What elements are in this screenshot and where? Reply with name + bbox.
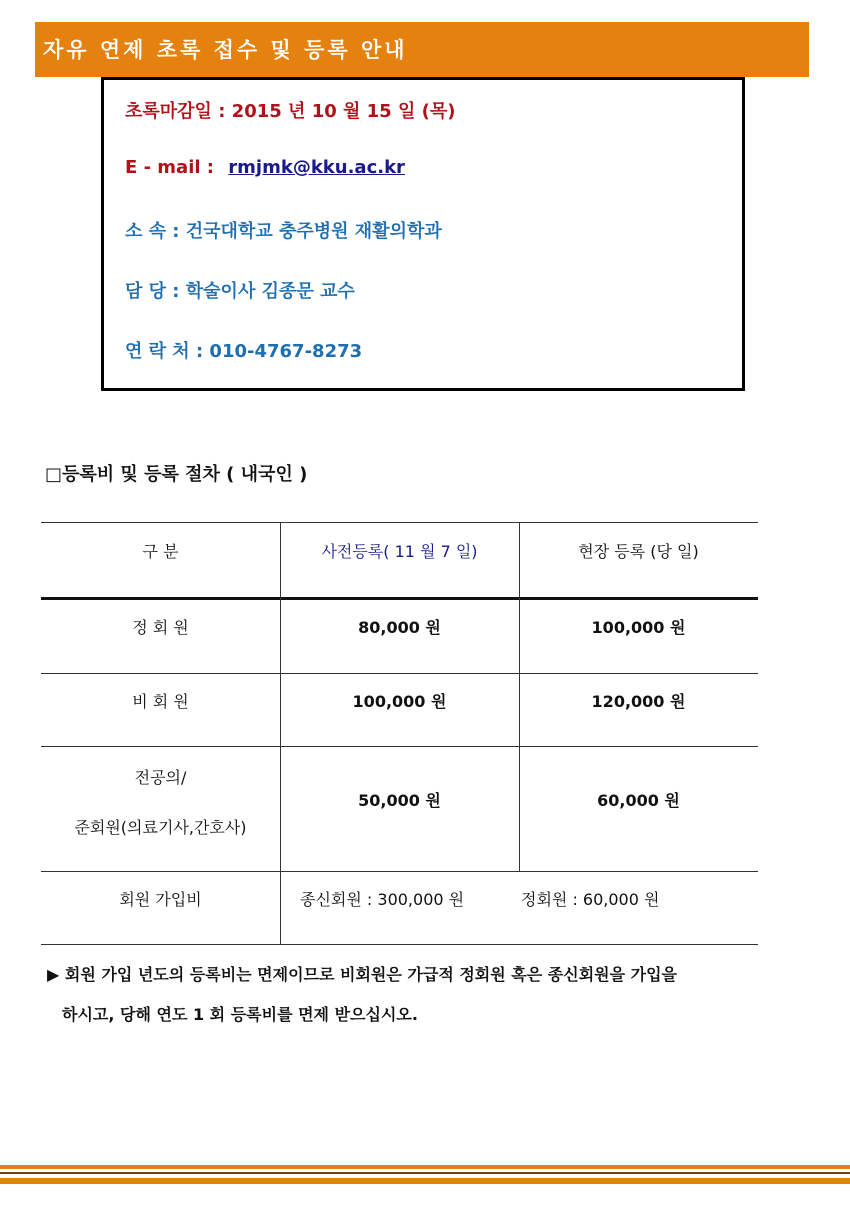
table-col-divider	[280, 522, 281, 944]
row-onsite-fee: 100,000 원	[591, 618, 686, 637]
footer-rule	[0, 1172, 850, 1174]
affiliation-text: 소 속 : 건국대학교 충주병원 재활의학과	[125, 221, 442, 242]
header-preregistration: 사전등록( 11 월 7 일)	[321, 542, 478, 561]
manager-text: 담 당 : 학술이사 김종문 교수	[125, 281, 355, 302]
table-rule-bottom	[41, 944, 758, 945]
contact-text: 연 락 처 : 010-4767-8273	[125, 341, 363, 362]
table-rule	[41, 746, 758, 747]
row-label: 정 회 원	[132, 618, 189, 637]
header-category: 구 분	[142, 542, 179, 561]
note-line-2: 하시고, 당해 연도 1 회 등록비를 면제 받으십시오.	[62, 1005, 418, 1024]
deadline-text: 초록마감일 : 2015 년 10 월 15 일 (목)	[125, 101, 456, 122]
row-label: 전공의/	[134, 768, 187, 787]
header-onsite: 현장 등록 (당 일)	[578, 542, 699, 561]
row-pre-fee: 80,000 원	[358, 618, 441, 637]
email-row	[125, 157, 405, 178]
table-rule-header	[41, 597, 758, 600]
footer-rule	[0, 1165, 850, 1169]
info-box	[101, 77, 745, 391]
membership-label: 회원 가입비	[119, 890, 202, 909]
section-heading: □등록비 및 등록 절차 ( 내국인 )	[45, 464, 308, 485]
row-onsite-fee: 120,000 원	[591, 692, 686, 711]
table-rule	[41, 673, 758, 674]
page-title: 자유 연제 초록 접수 및 등록 안내	[43, 38, 408, 62]
row-pre-fee: 100,000 원	[352, 692, 447, 711]
lifetime-membership-fee: 종신회원 : 300,000 원	[300, 890, 465, 909]
table-rule-top	[41, 522, 758, 523]
table-rule	[41, 871, 758, 872]
note-line-1: ▶ 회원 가입 년도의 등록비는 면제이므로 비회원은 가급적 정회원 혹은 종신회원을 가입을	[47, 965, 677, 984]
email-label: E - mail :	[125, 157, 215, 178]
row-label: 준회원(의료기사,간호사)	[74, 818, 247, 837]
footer-rule	[0, 1178, 850, 1184]
regular-membership-fee: 정회원 : 60,000 원	[521, 890, 660, 909]
row-onsite-fee: 60,000 원	[597, 791, 680, 810]
email-link[interactable]: rmjmk@kku.ac.kr	[228, 157, 405, 178]
header-bar	[35, 22, 809, 77]
row-label: 비 회 원	[132, 692, 189, 711]
row-pre-fee: 50,000 원	[358, 791, 441, 810]
